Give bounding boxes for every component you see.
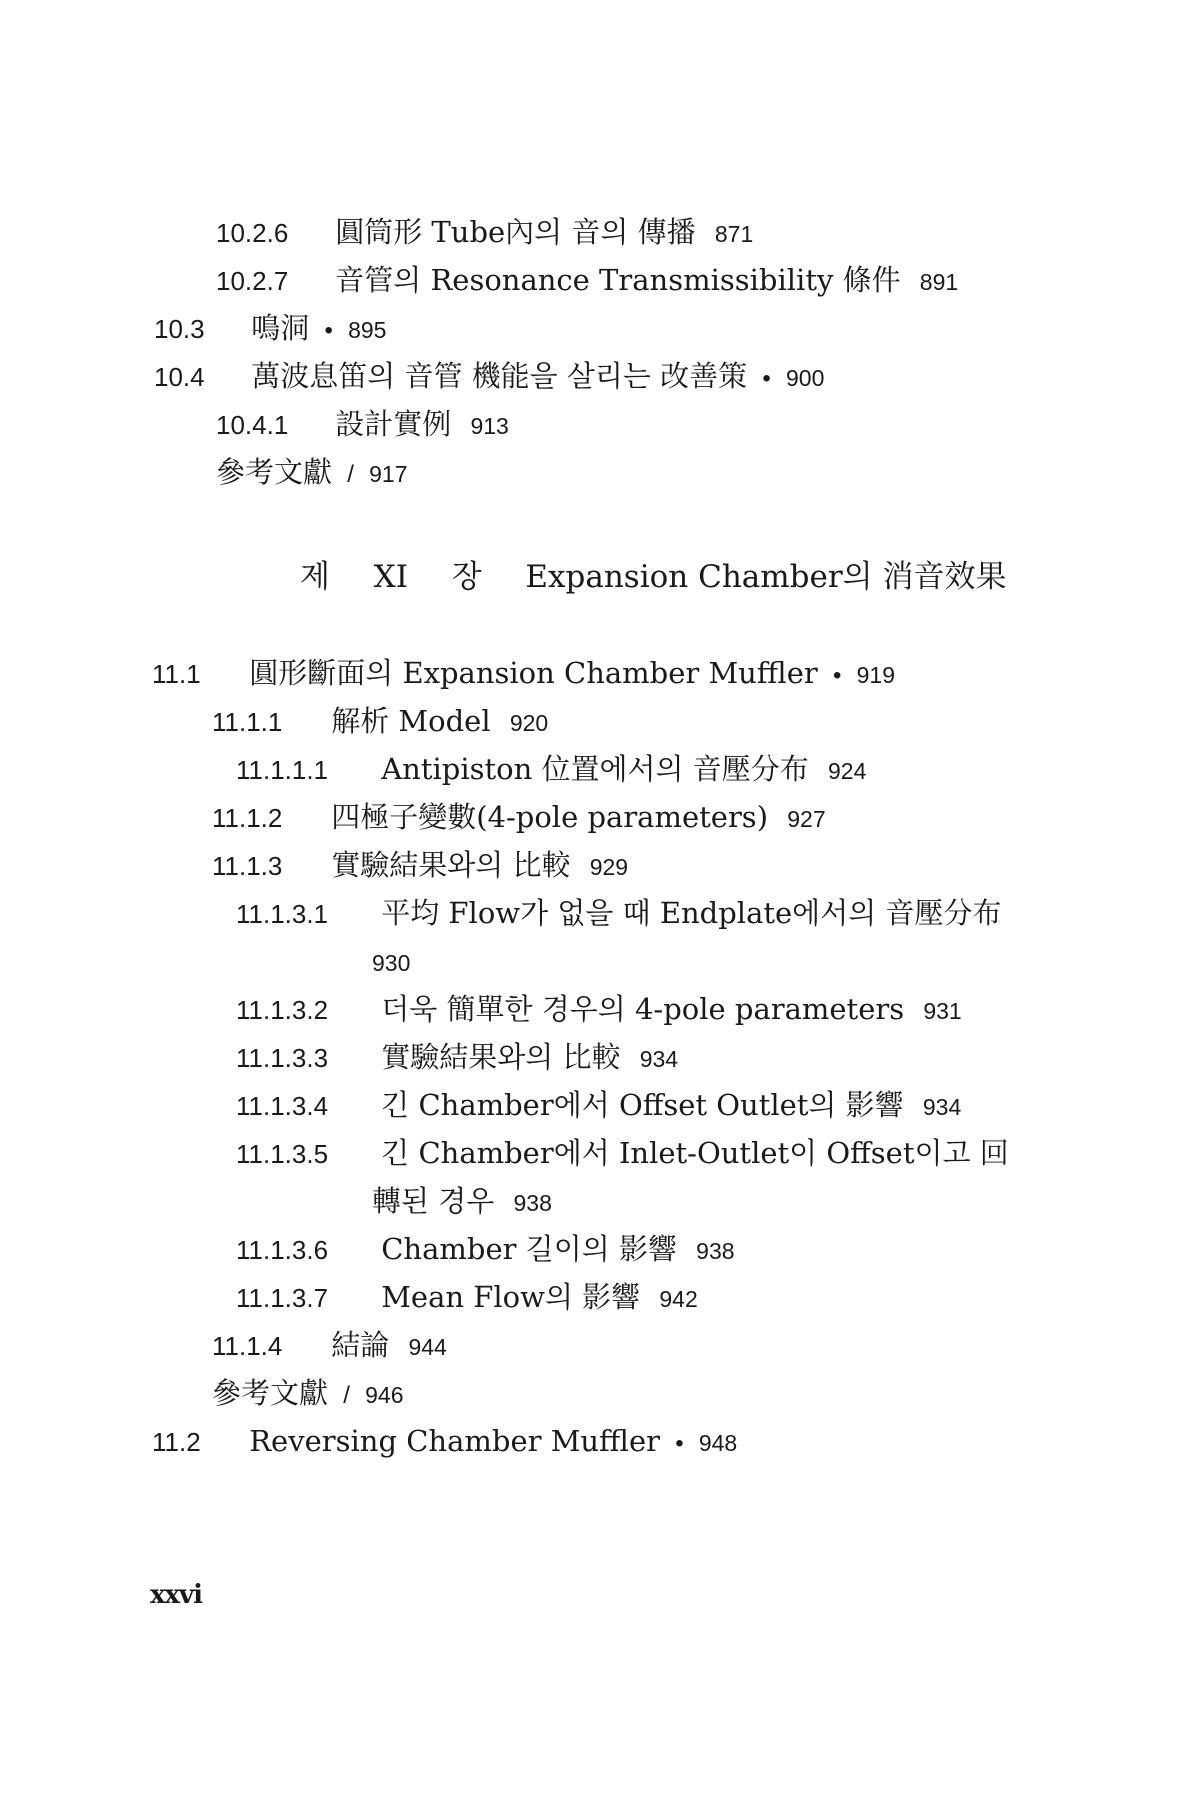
entry-number: 10.4 xyxy=(154,362,205,392)
entry-page: 871 xyxy=(714,221,754,247)
entry-title: Chamber 길이의 影響 xyxy=(381,1232,677,1266)
entry-number: 10.3 xyxy=(154,314,205,344)
toc-entry-11-1-3-7 xyxy=(236,1279,698,1317)
entry-page: 917 xyxy=(369,461,408,487)
entry-title: 音管의 Resonance Transmissibility 條件 xyxy=(335,263,901,297)
entry-number: 11.2 xyxy=(152,1427,201,1457)
entry-number: 10.4.1 xyxy=(216,410,289,440)
entry-title: 參考文獻 xyxy=(212,1376,329,1410)
entry-number: 10.2.7 xyxy=(216,266,289,296)
entry-page: 891 xyxy=(919,269,959,295)
toc-entry-11-1-3 xyxy=(212,847,628,885)
entry-separator: / xyxy=(343,1382,350,1409)
entry-page: 920 xyxy=(509,710,549,736)
entry-title: 實驗結果와의 比較 xyxy=(331,848,571,882)
toc-entry-11-2 xyxy=(152,1423,737,1462)
entry-number: 11.1.3.6 xyxy=(236,1235,329,1265)
entry-page: 938 xyxy=(696,1238,735,1264)
toc-entry-11-1-1 xyxy=(212,703,548,741)
entry-number: 11.1.2 xyxy=(212,803,283,833)
entry-page: 942 xyxy=(659,1286,698,1312)
entry-number: 11.1.3.2 xyxy=(236,995,329,1025)
entry-page: 900 xyxy=(786,365,825,391)
entry-number: 11.1.3.3 xyxy=(236,1043,329,1073)
toc-entry-10-2-7 xyxy=(216,262,958,300)
entry-page: 944 xyxy=(408,1334,447,1360)
toc-entry-10-2-6 xyxy=(216,214,753,252)
entry-page: 895 xyxy=(348,317,387,343)
entry-number: 11.1.3.4 xyxy=(236,1091,329,1121)
entry-title: Antipiston 位置에서의 音壓分布 xyxy=(381,752,809,786)
entry-title: 解析 Model xyxy=(331,704,491,738)
entry-page: 938 xyxy=(513,1190,552,1216)
entry-number: 11.1.1.1 xyxy=(236,755,329,785)
entry-page: 930 xyxy=(372,950,411,976)
entry-number: 11.1.4 xyxy=(212,1331,283,1361)
entry-title: 圓筒形 Tube內의 音의 傳播 xyxy=(335,215,696,249)
page-number: xxvi xyxy=(150,1580,202,1610)
chapter-title: Expansion Chamber의 消音效果 xyxy=(525,559,1007,595)
entry-page: 913 xyxy=(470,413,509,439)
entry-title: 萬波息笛의 音管 機能을 살리는 改善策 xyxy=(251,359,748,393)
entry-title: Mean Flow의 影響 xyxy=(381,1280,641,1314)
entry-number: 11.1 xyxy=(152,659,201,689)
entry-title: 圓形斷面의 Expansion Chamber Muffler xyxy=(249,656,818,690)
chapter-numeral: XI xyxy=(373,559,408,595)
entry-page: 919 xyxy=(856,662,895,688)
entry-page: 927 xyxy=(787,806,826,832)
entry-separator: • xyxy=(324,317,333,344)
entry-page: 948 xyxy=(698,1430,738,1456)
entry-number: 11.1.3.5 xyxy=(236,1139,329,1169)
toc-entry-10-4 xyxy=(154,358,824,397)
toc-entry-10-4-1 xyxy=(216,406,509,444)
toc-entry-11-1-3-5-continued xyxy=(372,1183,552,1221)
entry-number: 11.1.1 xyxy=(212,707,283,737)
entry-title: 긴 Chamber에서 Offset Outlet의 影響 xyxy=(381,1088,904,1122)
entry-title: 더욱 簡單한 경우의 4-pole parameters xyxy=(381,992,905,1026)
entry-title: Reversing Chamber Muffler xyxy=(249,1424,660,1458)
toc-entry-11-1-4 xyxy=(212,1327,447,1365)
entry-page: 946 xyxy=(365,1382,404,1408)
toc-entry-11-1 xyxy=(152,655,895,694)
entry-title: 實驗結果와의 比較 xyxy=(381,1040,621,1074)
chapter-suffix: 장 xyxy=(451,559,482,595)
entry-title: 設計實例 xyxy=(335,407,452,441)
entry-title: 轉된 경우 xyxy=(372,1184,495,1218)
entry-title: 鳴洞 xyxy=(251,311,310,345)
entry-page: 934 xyxy=(922,1094,962,1120)
entry-page: 934 xyxy=(639,1046,679,1072)
entry-title: 參考文獻 xyxy=(216,455,333,489)
toc-entry-11-1-3-5 xyxy=(236,1135,1009,1172)
entry-page: 924 xyxy=(827,758,867,784)
toc-entry-11-1-3-1 xyxy=(236,895,1001,932)
chapter-prefix: 제 xyxy=(300,559,330,595)
chapter-heading xyxy=(300,557,1006,597)
entry-separator: • xyxy=(832,662,842,689)
toc-entry-11-1-1-1 xyxy=(236,751,866,789)
entry-separator: • xyxy=(762,365,771,392)
toc-entry-11-1-3-3 xyxy=(236,1039,678,1077)
toc-entry-10-3 xyxy=(154,310,386,349)
entry-page: 929 xyxy=(589,854,629,880)
entry-number: 10.2.6 xyxy=(216,218,289,248)
toc-entry-11-1-3-6 xyxy=(236,1231,735,1269)
toc-entry-11-1-3-4 xyxy=(236,1087,961,1125)
entry-number: 11.1.3.7 xyxy=(236,1283,329,1313)
entry-title: 긴 Chamber에서 Inlet-Outlet이 Offset이고 回 xyxy=(381,1136,1009,1170)
toc-entry-11-1-2 xyxy=(212,799,826,837)
entry-title: 結論 xyxy=(331,1328,390,1362)
entry-separator: • xyxy=(675,1430,684,1457)
entry-number: 11.1.3 xyxy=(212,851,283,881)
toc-entry-11-1-3-1-continued xyxy=(372,943,410,981)
toc-entry-11-1-3-2 xyxy=(236,991,962,1029)
entry-separator: / xyxy=(347,461,354,488)
entry-page: 931 xyxy=(923,998,962,1024)
entry-number: 11.1.3.1 xyxy=(236,899,329,929)
toc-references-10 xyxy=(216,454,408,493)
entry-title: 四極子變數(4-pole parameters) xyxy=(331,800,769,834)
toc-references-11 xyxy=(212,1375,404,1414)
entry-title: 平均 Flow가 없을 때 Endplate에서의 音壓分布 xyxy=(381,896,1002,930)
